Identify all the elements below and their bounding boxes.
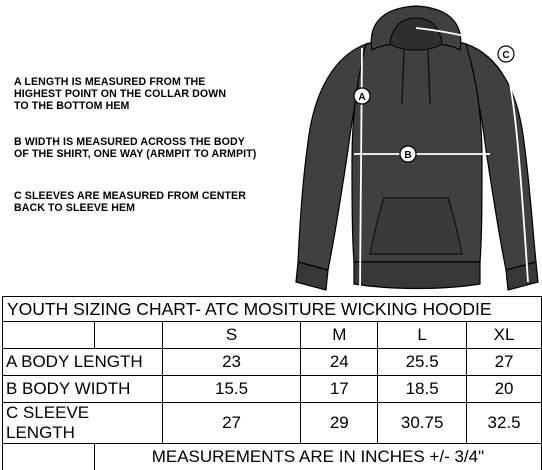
sizing-chart-table xyxy=(2,296,542,470)
table-cell: 27 xyxy=(162,403,301,444)
instruction-length: A LENGTH IS MEASURED FROM THE HIGHEST POINT ON THE COLLAR DOWN TO THE BOTTOM HEM xyxy=(14,76,314,112)
table-cell: 24 xyxy=(301,349,378,376)
marker-b xyxy=(400,146,416,162)
marker-a-label: A xyxy=(358,92,365,103)
measurement-note: MEASUREMENTS ARE IN INCHES +/- 3/4" xyxy=(94,444,541,470)
row-label-body-width: B BODY WIDTH xyxy=(3,376,163,403)
table-cell: 20 xyxy=(467,376,542,403)
row-label-sleeve-length: C SLEEVE LENGTH xyxy=(3,403,163,444)
table-title-row xyxy=(3,297,542,322)
table-cell: 17 xyxy=(301,376,378,403)
marker-a xyxy=(354,88,370,104)
note-blank-cell xyxy=(3,444,95,470)
header-blank-cell xyxy=(3,322,95,349)
table-header-row xyxy=(3,322,542,349)
table-cell: 27 xyxy=(467,349,542,376)
table-cell: 23 xyxy=(162,349,301,376)
header-size-xl: XL xyxy=(467,322,542,349)
table-note-row xyxy=(3,444,542,470)
hoodie-diagram xyxy=(292,0,542,296)
table-cell: 25.5 xyxy=(378,349,467,376)
row-label-body-length: A BODY LENGTH xyxy=(3,349,163,376)
instruction-sleeve: C SLEEVES ARE MEASURED FROM CENTER BACK TO SLEEVE HEM xyxy=(14,190,314,214)
marker-c-label: C xyxy=(502,50,509,61)
hoodie-pocket xyxy=(370,198,462,254)
header-size-s: S xyxy=(162,322,301,349)
header-size-l: L xyxy=(378,322,467,349)
table-cell: 30.75 xyxy=(378,403,467,444)
marker-c xyxy=(498,46,514,62)
header-size-m: M xyxy=(301,322,378,349)
hoodie-illustration xyxy=(292,0,542,296)
table-cell: 15.5 xyxy=(162,376,301,403)
table-cell: 18.5 xyxy=(378,376,467,403)
marker-b-label: B xyxy=(404,150,411,161)
hoodie-waistband xyxy=(354,262,480,289)
table-row xyxy=(3,376,542,403)
table-cell: 32.5 xyxy=(467,403,542,444)
instruction-width: B WIDTH IS MEASURED ACROSS THE BODY OF THE SHIRT, ONE WAY (ARMPIT TO ARMPIT) xyxy=(14,136,314,160)
table-title: YOUTH SIZING CHART- ATC MOSITURE WICKING HOODIE xyxy=(3,297,542,322)
table-row xyxy=(3,349,542,376)
table-cell: 29 xyxy=(301,403,378,444)
header-blank-cell xyxy=(94,322,162,349)
table-row xyxy=(3,403,542,444)
